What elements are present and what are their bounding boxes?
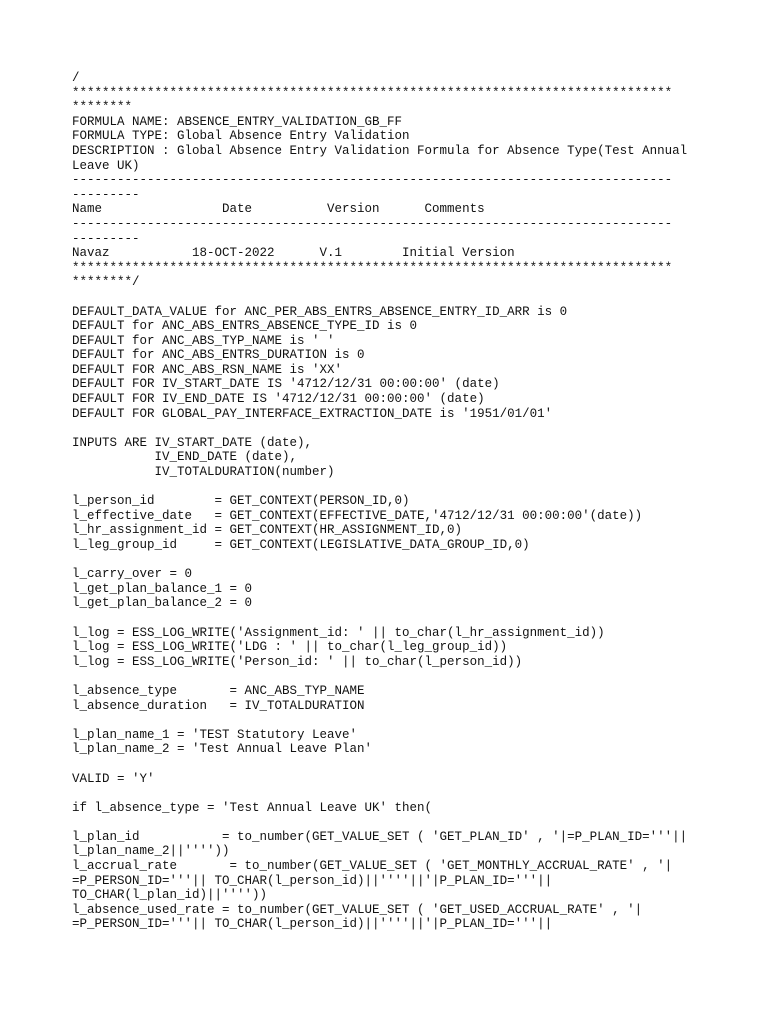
code-line: FORMULA NAME: ABSENCE_ENTRY_VALIDATION_GB_FF xyxy=(72,114,403,129)
code-line: DEFAULT FOR IV_END_DATE IS '4712/12/31 00:00:00' (date) xyxy=(72,392,485,407)
code-line: l_person_id = GET_CONTEXT(PERSON_ID,0) xyxy=(72,494,410,509)
code-line: DEFAULT for ANC_ABS_ENTRS_DURATION is 0 xyxy=(72,348,365,363)
code-line: IV_TOTALDURATION(number) xyxy=(72,465,335,480)
code-line xyxy=(72,290,712,305)
formula-source-text xyxy=(72,71,712,932)
code-line: Leave UK) xyxy=(72,158,140,173)
code-line: DEFAULT for ANC_ABS_ENTRS_ABSENCE_TYPE_ID is 0 xyxy=(72,319,418,334)
code-line: ********/ xyxy=(72,275,140,290)
code-line xyxy=(72,669,712,684)
code-line: DEFAULT FOR IV_START_DATE IS '4712/12/31 00:00:00' (date) xyxy=(72,377,500,392)
code-line: l_plan_name_2||'''')) xyxy=(72,844,230,859)
code-line xyxy=(72,480,712,495)
code-line: l_hr_assignment_id = GET_CONTEXT(HR_ASSIGNMENT_ID,0) xyxy=(72,523,463,538)
code-line: l_absence_type = ANC_ABS_TYP_NAME xyxy=(72,683,365,698)
code-line: l_plan_name_1 = 'TEST Statutory Leave' xyxy=(72,727,358,742)
code-line: --------- xyxy=(72,231,140,246)
code-line: Navaz 18-OCT-2022 V.1 Initial Version xyxy=(72,246,515,261)
code-line: l_log = ESS_LOG_WRITE('Person_id: ' || to_char(l_person_id)) xyxy=(72,654,523,669)
code-line: -------------------------------------------------------------------------------- xyxy=(72,173,673,188)
code-line xyxy=(72,611,712,626)
code-line: l_absence_duration = IV_TOTALDURATION xyxy=(72,698,365,713)
code-line: l_get_plan_balance_1 = 0 xyxy=(72,581,253,596)
code-line: l_absence_used_rate = to_number(GET_VALUE_SET ( 'GET_USED_ACCRUAL_RATE' , '| xyxy=(72,902,643,917)
code-line: l_leg_group_id = GET_CONTEXT(LEGISLATIVE_DATA_GROUP_ID,0) xyxy=(72,538,530,552)
code-line xyxy=(72,553,712,568)
code-line: Name Date Version Comments xyxy=(72,202,485,217)
code-line: INPUTS ARE IV_START_DATE (date), xyxy=(72,435,313,450)
code-line: IV_END_DATE (date), xyxy=(72,450,298,465)
code-line: ******************************************************************************** xyxy=(72,85,673,100)
code-line: l_carry_over = 0 xyxy=(72,567,193,582)
code-line xyxy=(72,815,712,830)
code-line: TO_CHAR(l_plan_id)||'''')) xyxy=(72,888,268,903)
code-line: if l_absence_type = 'Test Annual Leave UK' then( xyxy=(72,800,433,815)
code-line: ******** xyxy=(72,100,133,115)
code-line xyxy=(72,786,712,801)
code-line: DEFAULT FOR GLOBAL_PAY_INTERFACE_EXTRACTION_DATE is '1951/01/01' xyxy=(72,406,553,421)
code-line: =P_PERSON_ID='''|| TO_CHAR(l_person_id)||''''||'|P_PLAN_ID='''|| xyxy=(72,873,553,888)
code-line xyxy=(72,713,712,728)
code-line: =P_PERSON_ID='''|| TO_CHAR(l_person_id)||''''||'|P_PLAN_ID='''|| xyxy=(72,917,553,932)
code-line: l_plan_id = to_number(GET_VALUE_SET ( 'GET_PLAN_ID' , '|=P_PLAN_ID='''|| xyxy=(72,829,688,844)
code-line: l_accrual_rate = to_number(GET_VALUE_SET ( 'GET_MONTHLY_ACCRUAL_RATE' , '| xyxy=(72,859,673,874)
code-line: FORMULA TYPE: Global Absence Entry Validation xyxy=(72,129,410,144)
code-line xyxy=(72,757,712,772)
code-line: l_plan_name_2 = 'Test Annual Leave Plan' xyxy=(72,742,373,757)
code-line: l_log = ESS_LOG_WRITE('LDG : ' || to_char(l_leg_group_id)) xyxy=(72,640,508,655)
code-line: DEFAULT_DATA_VALUE for ANC_PER_ABS_ENTRS_ABSENCE_ENTRY_ID_ARR is 0 xyxy=(72,304,568,319)
code-line: DEFAULT for ANC_ABS_TYP_NAME is ' ' xyxy=(72,333,335,348)
code-line: l_get_plan_balance_2 = 0 xyxy=(72,596,253,611)
code-line: l_log = ESS_LOG_WRITE('Assignment_id: ' || to_char(l_hr_assignment_id)) xyxy=(72,625,605,640)
code-line: l_effective_date = GET_CONTEXT(EFFECTIVE_DATE,'4712/12/31 00:00:00'(date)) xyxy=(72,508,643,523)
code-line xyxy=(72,421,712,436)
code-line: --------- xyxy=(72,187,140,202)
code-line: -------------------------------------------------------------------------------- xyxy=(72,216,673,231)
code-line: DEFAULT FOR ANC_ABS_RSN_NAME is 'XX' xyxy=(72,362,343,377)
code-line: VALID = 'Y' xyxy=(72,771,155,786)
code-line: / xyxy=(72,71,80,85)
code-line: DESCRIPTION : Global Absence Entry Validation Formula for Absence Type(Test Annual xyxy=(72,143,688,158)
code-line: ******************************************************************************** xyxy=(72,260,673,275)
